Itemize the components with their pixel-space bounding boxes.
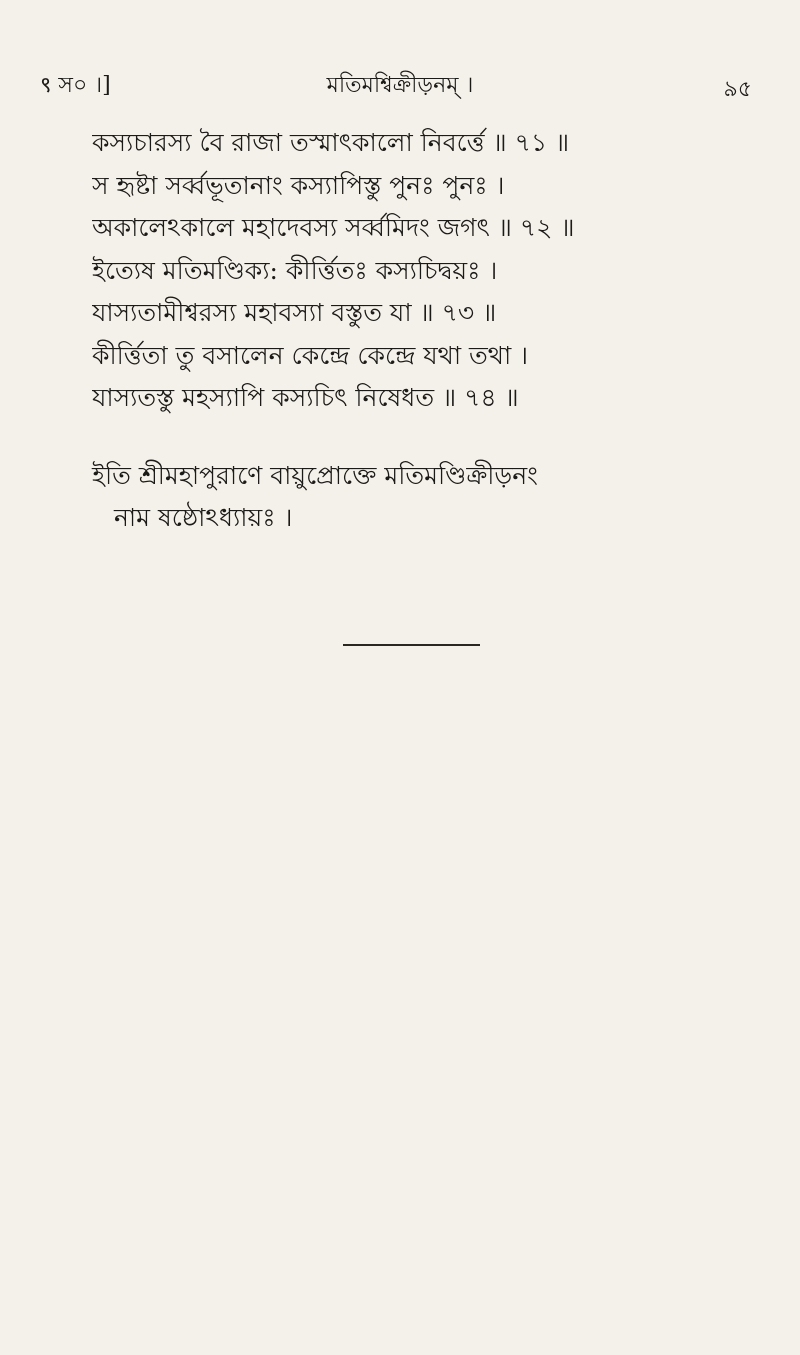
running-header xyxy=(0,68,800,108)
colophon-line: ইতি শ্রীমহাপুরাণে বায়ুপ্রোক্তে মতিমণ্ডিক্রীড়নং xyxy=(92,461,538,490)
verse-line: ইত্যেষ মতিমণ্ডিক্য: কীর্ত্তিতঃ কস্যচিদ্বয়ঃ । xyxy=(92,255,498,285)
verse-line: স হৃষ্টা সর্ব্বভূতানাং কস্যাপিস্তু পুনঃ পুনঃ । xyxy=(92,170,505,200)
header-title: মতিমশ্বিক্রীড়নম্ । xyxy=(326,73,474,98)
verse-line: কস্যচারস্য বৈ রাজা তস্মাৎকালো নিবর্ত্তে ॥ ৭১ ॥ xyxy=(92,128,570,157)
verse-line: যাস্যতামীশ্বরস্য মহাবস্যা বস্তুত যা ॥ ৭৩ ॥ xyxy=(92,298,497,327)
verse-line: অকালেঽকালে মহাদেবস্য সর্ব্বমিদং জগৎ ॥ ৭২ ॥ xyxy=(92,213,575,242)
verse-block xyxy=(92,122,772,420)
colophon-line: নাম ষষ্ঠোঽধ্যায়ঃ । xyxy=(114,503,293,532)
verse-line: যাস্যতস্তু মহস্যাপি কস্যচিৎ নিষেধত ॥ ৭৪ ॥ xyxy=(92,383,519,412)
page-number: ৯৫ xyxy=(723,77,752,102)
colophon xyxy=(92,455,772,539)
end-rule xyxy=(343,644,480,646)
verse-line: কীর্ত্তিতা তু বসালেন কেন্দ্ৰে কেন্দ্রে যথা তথা । xyxy=(92,340,529,370)
header-chapter-ref: ९ স০ ।] xyxy=(40,73,111,98)
